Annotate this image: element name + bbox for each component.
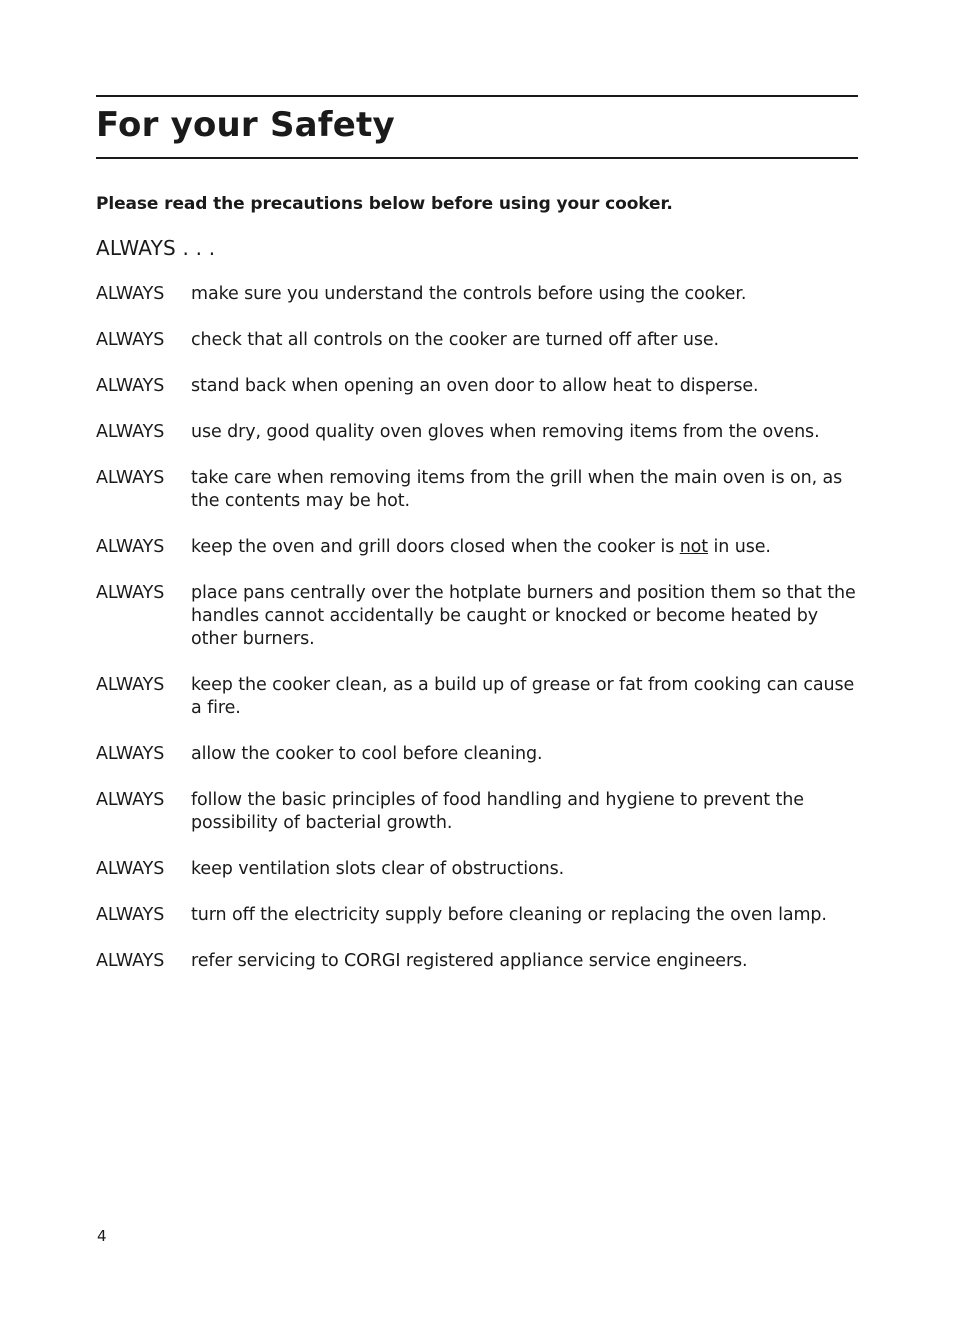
item-text: check that all controls on the cooker are turned off after use. xyxy=(191,330,719,350)
title-underline-rule xyxy=(96,157,858,159)
item-label: ALWAYS xyxy=(96,537,165,557)
list-item xyxy=(96,283,858,306)
item-text: use dry, good quality oven gloves when removing items from the ovens. xyxy=(191,422,820,442)
item-label: ALWAYS xyxy=(96,284,165,304)
item-text: take care when removing items from the grill when the main oven is on, as the contents may be hot. xyxy=(191,468,843,511)
item-label: ALWAYS xyxy=(96,744,165,764)
item-text: allow the cooker to cool before cleaning. xyxy=(191,744,543,764)
item-text-after: in use. xyxy=(708,537,771,557)
item-text: keep the cooker clean, as a build up of grease or fat from cooking can cause a fire. xyxy=(191,675,855,718)
list-item xyxy=(96,743,858,766)
always-subheading: ALWAYS . . . xyxy=(96,236,216,260)
list-item xyxy=(96,375,858,398)
item-label: ALWAYS xyxy=(96,790,165,810)
top-rule xyxy=(96,95,858,97)
item-text: stand back when opening an oven door to allow heat to disperse. xyxy=(191,376,759,396)
item-label: ALWAYS xyxy=(96,951,165,971)
item-text: keep ventilation slots clear of obstructions. xyxy=(191,859,565,879)
list-item xyxy=(96,536,858,559)
page-number: 4 xyxy=(97,1227,107,1245)
item-text: make sure you understand the controls before using the cooker. xyxy=(191,284,747,304)
list-item xyxy=(96,858,858,881)
list-item xyxy=(96,421,858,444)
page-title: For your Safety xyxy=(96,105,395,145)
item-label: ALWAYS xyxy=(96,422,165,442)
safety-page xyxy=(96,95,858,996)
list-item xyxy=(96,329,858,352)
list-item xyxy=(96,582,858,651)
intro-text: Please read the precautions below before using your cooker. xyxy=(96,194,673,214)
item-label: ALWAYS xyxy=(96,905,165,925)
item-text: follow the basic principles of food handling and hygiene to prevent the possibility of bacterial growth. xyxy=(191,790,804,833)
item-label: ALWAYS xyxy=(96,330,165,350)
item-text-underlined: not xyxy=(679,537,709,557)
list-item xyxy=(96,674,858,720)
item-text: turn off the electricity supply before cleaning or replacing the oven lamp. xyxy=(191,905,827,925)
item-text xyxy=(191,536,858,559)
list-item xyxy=(96,950,858,973)
item-label: ALWAYS xyxy=(96,468,165,488)
item-label: ALWAYS xyxy=(96,675,165,695)
item-text-before: keep the oven and grill doors closed when the cooker is xyxy=(191,537,680,557)
item-label: ALWAYS xyxy=(96,859,165,879)
list-item xyxy=(96,467,858,513)
list-item xyxy=(96,789,858,835)
precautions-list xyxy=(96,283,858,973)
item-label: ALWAYS xyxy=(96,583,165,603)
item-text: refer servicing to CORGI registered appliance service engineers. xyxy=(191,951,748,971)
list-item xyxy=(96,904,858,927)
item-text: place pans centrally over the hotplate burners and position them so that the handles cannot accidentally be caught or knocked or become heated by other burners. xyxy=(191,583,856,649)
item-label: ALWAYS xyxy=(96,376,165,396)
